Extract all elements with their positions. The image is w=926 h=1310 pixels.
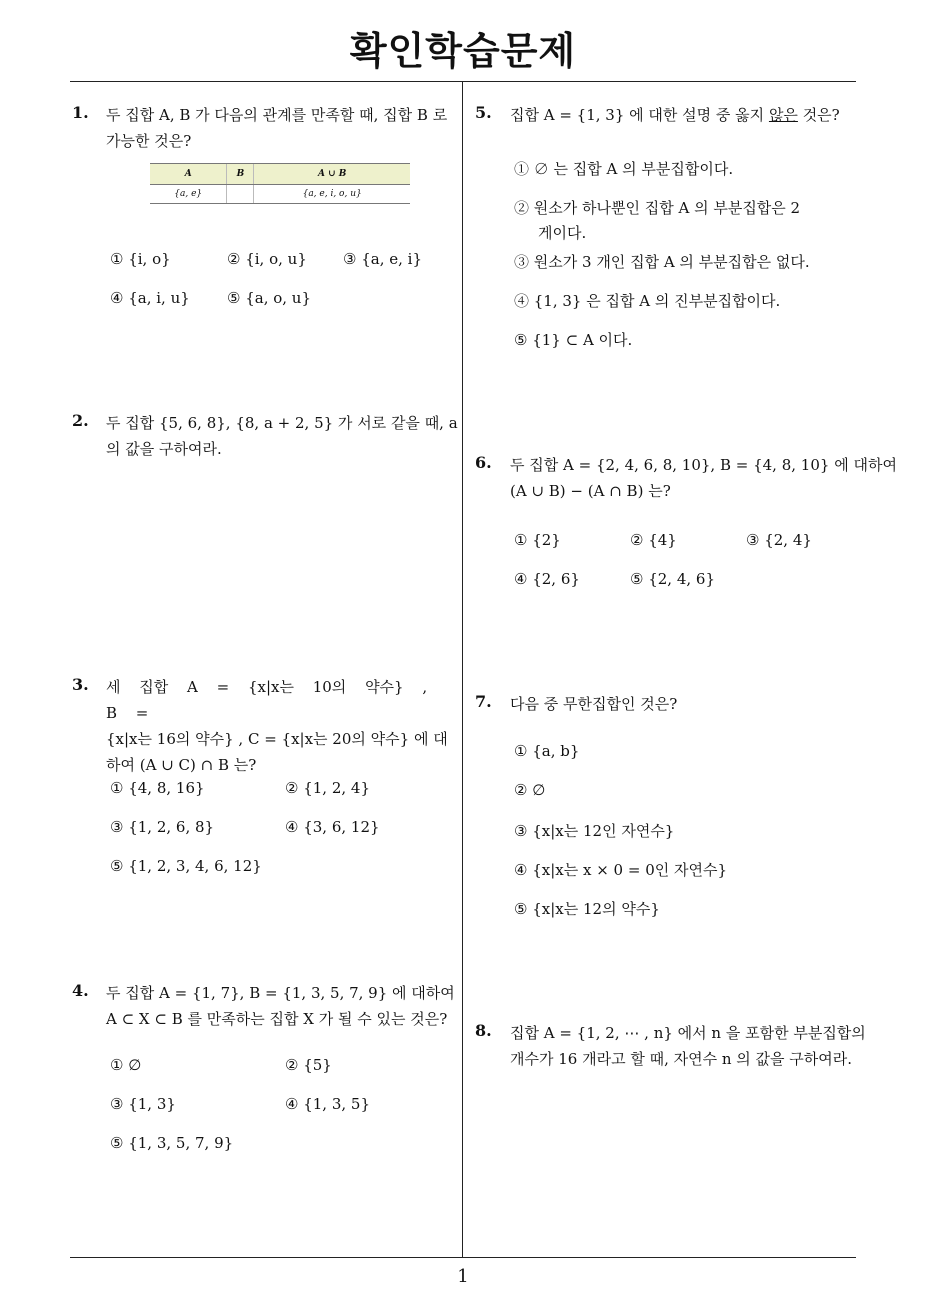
question-stem: 세 집합 A = {x|x는 10의 약수} , B = {x|x는 16의 약수} , C = {x|x는 20의 약수} 에 대 하여 (A ∪ C) ∩ B 는?: [106, 678, 448, 774]
answer-option[interactable]: ① ∅: [110, 1056, 142, 1074]
answer-option[interactable]: ④ {1, 3} 은 집합 A 의 진부분집합이다.: [514, 292, 781, 310]
answer-option[interactable]: ① {4, 8, 16}: [110, 779, 205, 797]
answer-option[interactable]: ① ∅ 는 집합 A 의 부분집합이다.: [514, 160, 734, 178]
table-header: A: [150, 164, 227, 185]
question-number: 3.: [72, 675, 89, 694]
answer-option[interactable]: ④ {a, i, u}: [110, 289, 190, 307]
answer-option[interactable]: ② {1, 2, 4}: [285, 779, 371, 797]
question-stem: 두 집합 A, B 가 다음의 관계를 만족할 때, 집합 B 로 가능한 것은?: [106, 106, 448, 150]
question-number: 7.: [475, 692, 492, 711]
answer-option[interactable]: ② {4}: [630, 531, 677, 549]
answer-option[interactable]: ④ {x|x는 x × 0 = 0인 자연수}: [514, 861, 728, 879]
answer-option[interactable]: ④ {2, 6}: [514, 570, 580, 588]
question-number: 2.: [72, 411, 89, 430]
answer-option[interactable]: ③ 원소가 3 개인 집합 A 의 부분집합은 없다.: [514, 253, 810, 271]
question-number: 5.: [475, 103, 492, 122]
page-title: 확인학습문제: [349, 29, 577, 73]
answer-option[interactable]: ⑤ {x|x는 12의 약수}: [514, 900, 660, 918]
answer-option[interactable]: ⑤ {a, o, u}: [227, 289, 312, 307]
answer-option[interactable]: ② {5}: [285, 1056, 332, 1074]
table-cell: {a, e, i, o, u}: [254, 185, 410, 204]
relation-table: [150, 163, 410, 204]
answer-option[interactable]: ③ {x|x는 12인 자연수}: [514, 822, 675, 840]
question-stem: 집합 A = {1, 2, ⋯ , n} 에서 n 을 포함한 부분집합의 개수가 16 개라고 할 때, 자연수 n 의 값을 구하여라.: [510, 1024, 866, 1068]
column-divider: [462, 82, 463, 1257]
question-stem: 집합 A = {1, 3} 에 대한 설명 중 옳지 않은 것은?: [510, 106, 840, 124]
answer-option[interactable]: ③ {2, 4}: [746, 531, 812, 549]
table-cell: {a, e}: [150, 185, 227, 204]
answer-option[interactable]: ⑤ {2, 4, 6}: [630, 570, 716, 588]
answer-option[interactable]: ③ {a, e, i}: [343, 250, 422, 268]
answer-option[interactable]: ⑤ {1, 3, 5, 7, 9}: [110, 1134, 234, 1152]
answer-option[interactable]: ① {i, o}: [110, 250, 171, 268]
question-number: 1.: [72, 103, 89, 122]
top-rule: [70, 81, 856, 82]
question-number: 6.: [475, 453, 492, 472]
question-stem: 두 집합 A = {1, 7}, B = {1, 3, 5, 7, 9} 에 대하여 A ⊂ X ⊂ B 를 만족하는 집합 X 가 될 수 있는 것은?: [106, 984, 455, 1028]
answer-option[interactable]: ③ {1, 2, 6, 8}: [110, 818, 215, 836]
answer-option[interactable]: ① {a, b}: [514, 742, 580, 760]
underlined-word: 않은: [768, 106, 798, 124]
table-cell: [227, 185, 254, 204]
question-stem: 두 집합 {5, 6, 8}, {8, a + 2, 5} 가 서로 같을 때, a 의 값을 구하여라.: [106, 414, 458, 458]
answer-option[interactable]: ② {i, o, u}: [227, 250, 307, 268]
table-header: B: [227, 164, 254, 185]
answer-option[interactable]: ⑤ {1} ⊂ A 이다.: [514, 331, 633, 349]
question-stem: 두 집합 A = {2, 4, 6, 8, 10}, B = {4, 8, 10} 에 대하여 (A ∪ B) − (A ∩ B) 는?: [510, 456, 897, 500]
answer-option-continuation: 게이다.: [538, 224, 587, 242]
answer-option[interactable]: ④ {3, 6, 12}: [285, 818, 380, 836]
answer-option[interactable]: ① {2}: [514, 531, 561, 549]
bottom-rule: [70, 1257, 856, 1258]
question-number: 4.: [72, 981, 89, 1000]
table-header: A ∪ B: [254, 164, 410, 185]
page-number: 1: [457, 1266, 469, 1287]
question-number: 8.: [475, 1021, 492, 1040]
answer-option[interactable]: ⑤ {1, 2, 3, 4, 6, 12}: [110, 857, 262, 875]
answer-option[interactable]: ④ {1, 3, 5}: [285, 1095, 371, 1113]
answer-option[interactable]: ③ {1, 3}: [110, 1095, 176, 1113]
question-stem: 다음 중 무한집합인 것은?: [510, 695, 678, 713]
answer-option[interactable]: ② 원소가 하나뿐인 집합 A 의 부분집합은 2: [514, 199, 801, 217]
answer-option[interactable]: ② ∅: [514, 781, 546, 799]
